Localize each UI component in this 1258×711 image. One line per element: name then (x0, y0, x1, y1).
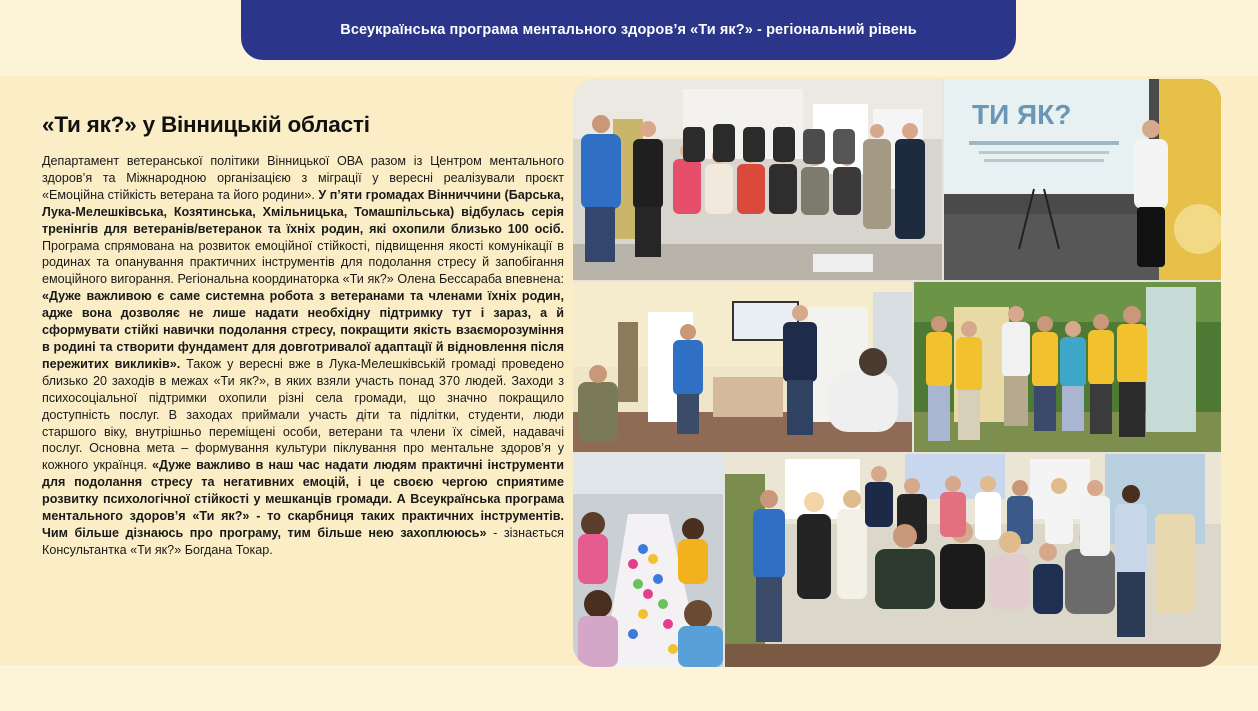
bottom-band (0, 665, 1258, 711)
article-text-4: Також у вересні вже в Лука-Мелешківській громаді проведено близько 20 заходів в межах «Ти як?», в яких взяли участь понад 370 людей. Заходи з психосоціальної підтримки охопили різні села громади, що значно покращило доступність послуг. В заходах приймали участь діти та підлітки, студенти, люди старшого віку, внутрішньо переміщені особи, ветерани та члени їх сімей, надавачі послуг. Основна мета – формування культури піклування про ментальне здоров’я у кожного українця. (42, 356, 564, 473)
article-text-1: Департамент ветеранської політики Вінницької ОВА разом із Центром ментального здоров’я та Міжнародною організацією з міграції у вересні реалізували проєкт «Емоційна стійкість ветерана та його родини». (42, 154, 564, 202)
article-quote-1: «Дуже важливою є саме системна робота з ветеранами та членами їхніх родин, адже вона дозволяє не лише надати необхідну підтримку тут і зараз, а й сформувати стійкі навички подолання стресу, покращити якість взаєморозуміння в родині та створити фундамент для довготривалої адаптації й відновлення після пережитих викликів». (42, 289, 564, 371)
article-quote-2: «Дуже важливо в наш час надати людям практичні інструменти для подолання стресу та негативних емоцій, і це своєю чергою сприятиме розвитку психологічної стійкості у мешканців громади. А Всеукраїнська програма ментального здоров’я «Ти як?» - то скарбниця таких практичних інструментів. Чим більше дізнаюсь про програму, тим більше нею захоплююсь» (42, 458, 564, 540)
article-text-5: - зізнається Консультантка «Ти як?» Богдана Токар. (42, 525, 565, 557)
photo-office-training (573, 282, 912, 452)
header-banner (241, 0, 1016, 60)
photo-outdoor-group (914, 282, 1221, 452)
photo-large-group (725, 454, 1221, 667)
article-heading: «Ти як?» у Вінницькій області (42, 112, 370, 137)
article-body (42, 153, 564, 559)
photo-poster-speaker (944, 79, 1221, 280)
photo-group-indoor (573, 79, 942, 280)
article-text-3: Програма спрямована на розвиток емоційної стійкості, підвищення якості комунікації в родинах та опанування практичних інструментів для подолання стресу й запобігання емоційного вигорання. Регіональна координаторка «Ти як?» Олена Бессараба впевнена: (42, 238, 564, 287)
article-text-2: У п’яти громадах Вінниччини (Барська, Лука-Мелешківська, Козятинська, Хмільницька, Томашпільська) відбулась серія тренінгів для ветеранів/ветеранок та їхніх родин, які охопили близько 100 осіб. (42, 187, 564, 236)
poster-logo-text: ТИ ЯК? (972, 99, 1072, 130)
article (42, 112, 564, 559)
banner-title: Всеукраїнська програма ментального здоров’я «Ти як?» - регіональний рівень (340, 22, 917, 38)
photo-children-activity (573, 454, 723, 667)
photo-collage (573, 79, 1221, 667)
